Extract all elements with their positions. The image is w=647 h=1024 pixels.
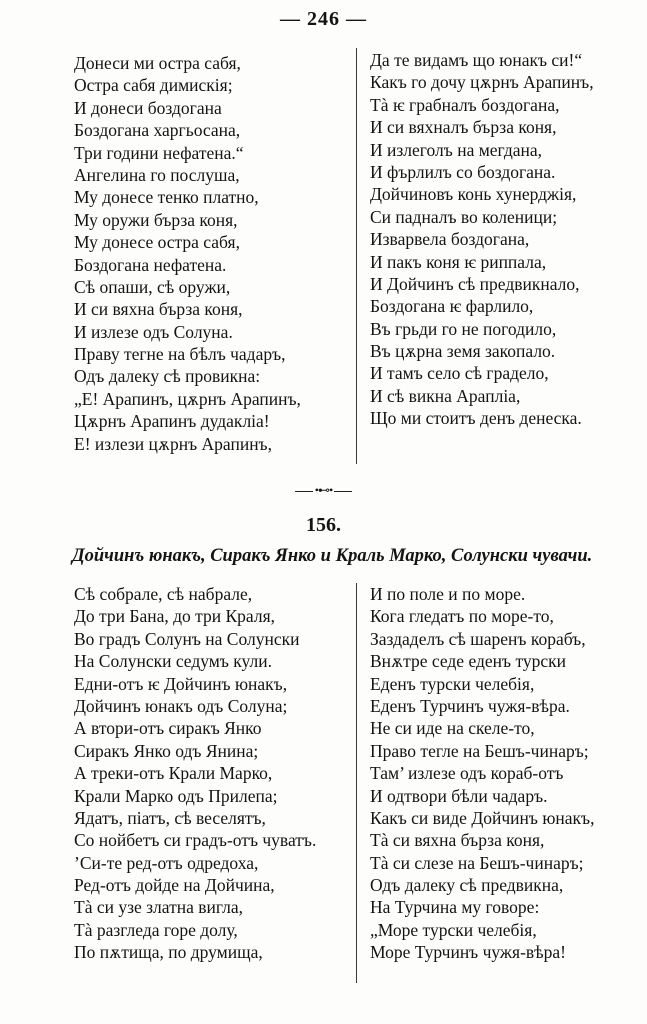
verse-line: Какъ го дочу цѫрнъ Арапинъ, [370,72,594,93]
verse-line: Дойчинъ юнакъ одъ Солуна; [74,695,288,716]
verse-line: Е! излези цѫрнъ Арапинъ, [74,433,272,454]
verse-line: Тà разгледа горе долу, [74,919,238,940]
verse-line: Одъ далеку сѣ провикна: [74,366,261,387]
ornament-rule-right [334,491,352,492]
verse-line: И излеголъ на мегдана, [370,139,543,160]
verse-line: Праву тегне на бѣлъ чадаръ, [74,344,286,365]
poem-156-right-column [370,583,594,964]
verse-line: Въ грьди го не погодило, [370,318,557,339]
verse-line: Внѫтре седе еденъ турски [370,651,566,672]
verse-line: Тà си узе златна вигла, [74,897,244,918]
verse-line: Що ми стоитъ денъ денеска. [370,408,582,429]
verse-line: Му донесе остра сабя, [74,232,240,253]
verse-line: До три Бана, до три Краля, [74,606,275,627]
verse-line: Дойчиновъ конь хунерджія, [370,184,577,205]
verse-line: Со нойбетъ си градъ-отъ чуватъ. [74,830,317,851]
verse-line: И фърлилъ со боздогана. [370,161,556,182]
verse-line: Боздогана харгьосана, [74,120,241,141]
verse-line: И Дойчинъ сѣ предвикнало, [370,273,580,294]
verse-line: Едни-отъ ѥ Дойчинъ юнакъ, [74,673,288,694]
verse-line: Ядатъ, піатъ, сѣ веселятъ, [74,807,266,828]
ornament-rule-left [295,491,313,492]
verse-line: Му оружи бързa коня, [74,209,238,230]
verse-line: И си вяхналъ бързa коня, [370,117,557,138]
verse-line: Му донесе тенко платно, [74,187,259,208]
verse-line: „Море турски челебія, [370,919,537,940]
verse-line: Цѫрнъ Арапинъ дудакліа! [74,411,270,432]
verse-line: Изварвела боздогана, [370,229,530,250]
verse-line: ’Си-те ред-отъ одредоха, [74,852,259,873]
verse-line: А треки-отъ Крали Марко, [74,763,273,784]
verse-line: Си падналъ во коленици; [370,206,558,227]
poem-156-left-column [74,583,316,964]
verse-line: А втори-отъ сиракъ Янко [74,718,262,739]
page-number: — 246 — [280,8,367,30]
verse-line: Там’ излезе одъ кораб-отъ [370,763,564,784]
verse-line: Тà си слезе на Бешъ-чинаръ; [370,852,584,873]
verse-line: Три години нефатена.“ [74,142,244,163]
verse-line: На Солунски седумъ кули. [74,651,272,672]
verse-line: Тà ѥ грабналъ боздогана, [370,94,560,115]
verse-line: Какъ си виде Дойчинъ юнакъ, [370,807,595,828]
verse-line: Еденъ турски челебія, [370,673,535,694]
column-divider [356,583,357,983]
section-ornament [0,483,647,498]
verse-line: Сѣ опаши, сѣ оружи, [74,276,231,297]
verse-line: Море Турчинъ чужя-вѣра! [370,942,567,963]
verse-line: И тамъ село сѣ градело, [370,363,549,384]
verse-line: Боздогана нефатена. [74,254,227,275]
verse-line: По пѫтища, по друмища, [74,942,263,963]
verse-line: И донеси боздогана [74,97,222,118]
verse-line: Заздаделъ сѣ шаренъ корабъ, [370,628,586,649]
verse-line: Донеси ми остра сабя, [74,53,241,73]
column-divider [356,48,357,464]
poem-title: Дойчинъ юнакъ, Сиракъ Янко и Краль Марко, Солунски чувачи. [72,546,593,566]
verse-line: Еденъ Турчинъ чужя-вѣра. [370,695,570,716]
verse-line: Кога гледатъ по море-то, [370,606,554,627]
verse-line: Одъ далеку сѣ предвикна, [370,875,564,896]
verse-line: И по поле и по море. [370,584,526,604]
verse-line: Боздогана ѥ фарлило, [370,296,534,317]
verse-line: И сѣ викна Арапліа, [370,385,521,406]
verse-line: Во градъ Солунъ на Солунски [74,628,300,649]
verse-line: Сиракъ Янко одъ Янина; [74,740,259,761]
verse-line: Ангелина го послуша, [74,164,240,185]
verse-line: Сѣ собрале, сѣ набрале, [74,584,253,604]
verse-line: И излезе одъ Солуна. [74,321,233,342]
verse-line: Право тегле на Бешъ-чинаръ; [370,740,589,761]
poem-continuation-left-column [74,52,301,455]
verse-line: Ред-отъ дойде на Дойчина, [74,875,275,896]
verse-line: Тà си вяхна бързa коня, [370,830,545,851]
verse-line: Да те видамъ що юнакъ си!“ [370,50,583,70]
verse-line: На Турчина му говоре: [370,897,540,918]
verse-line: Крали Марко одъ Прилепа; [74,785,278,806]
verse-line: И си вяхна бързa коня, [74,299,243,320]
poem-number: 156. [306,514,341,536]
verse-line: „Е! Арапинъ, цѫрнъ Арапинъ, [74,388,301,409]
verse-line: И одтвори бѣли чадаръ. [370,785,548,806]
poem-continuation-right-column [370,49,594,430]
ornament-glyph: •⊷• [314,483,333,497]
verse-line: И пакъ коня ѥ риппала, [370,251,547,272]
verse-line: Въ цѫрна земя закопало. [370,341,556,362]
verse-line: Не си иде на скеле-то, [370,718,535,739]
verse-line: Остра сабя димискія; [74,75,233,96]
